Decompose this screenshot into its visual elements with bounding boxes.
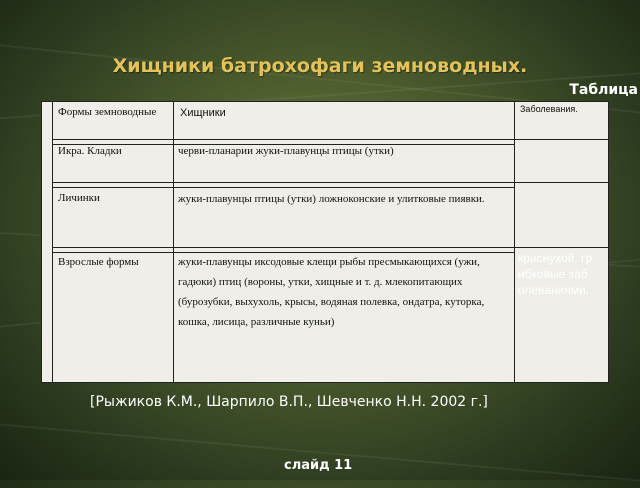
slide-number: слайд 11: [284, 458, 353, 473]
table-divider: [52, 247, 608, 248]
row-eggs-predators: черви-планарии жуки-плавунцы птицы (утки): [178, 145, 394, 157]
row-larvae-predators: жуки-плавунцы птицы (утки) ложноконские и улитковые пиявки.: [178, 193, 485, 205]
header-diseases: Заболевания.: [520, 104, 578, 114]
table-divider: [52, 182, 608, 183]
row-eggs-form: Икра. Кладки: [58, 145, 122, 157]
slide-title: Хищники батрохофаги земноводных.: [112, 55, 528, 77]
slide-subtitle: Таблица: [569, 82, 638, 98]
predators-table: [41, 101, 609, 383]
citation: [Рыжиков К.М., Шарпило В.П., Шевченко Н.Н. 2002 г.]: [90, 394, 488, 410]
table-divider: [52, 139, 608, 140]
row-larvae-form: Личинки: [58, 192, 100, 204]
row-adults-form: Взрослые формы: [58, 256, 139, 268]
background-streak: [0, 420, 640, 488]
row-adults-diseases: краснухой. грибковые заболеваниями.: [518, 251, 593, 297]
header-forms: Формы земноводные: [58, 106, 157, 118]
header-predators: Хищники: [180, 107, 226, 119]
row-adults-predators: жуки-плавунцы иксодовые клещи рыбы пресмыкающихся (ужи, гадюки) птиц (вороны, утки, хищные и т. д. млекопитающих (бурозубки, выхухоль, крысы, водяная полевка, ондатра, куторка, кошка, лисица, различные куньи): [178, 256, 485, 328]
